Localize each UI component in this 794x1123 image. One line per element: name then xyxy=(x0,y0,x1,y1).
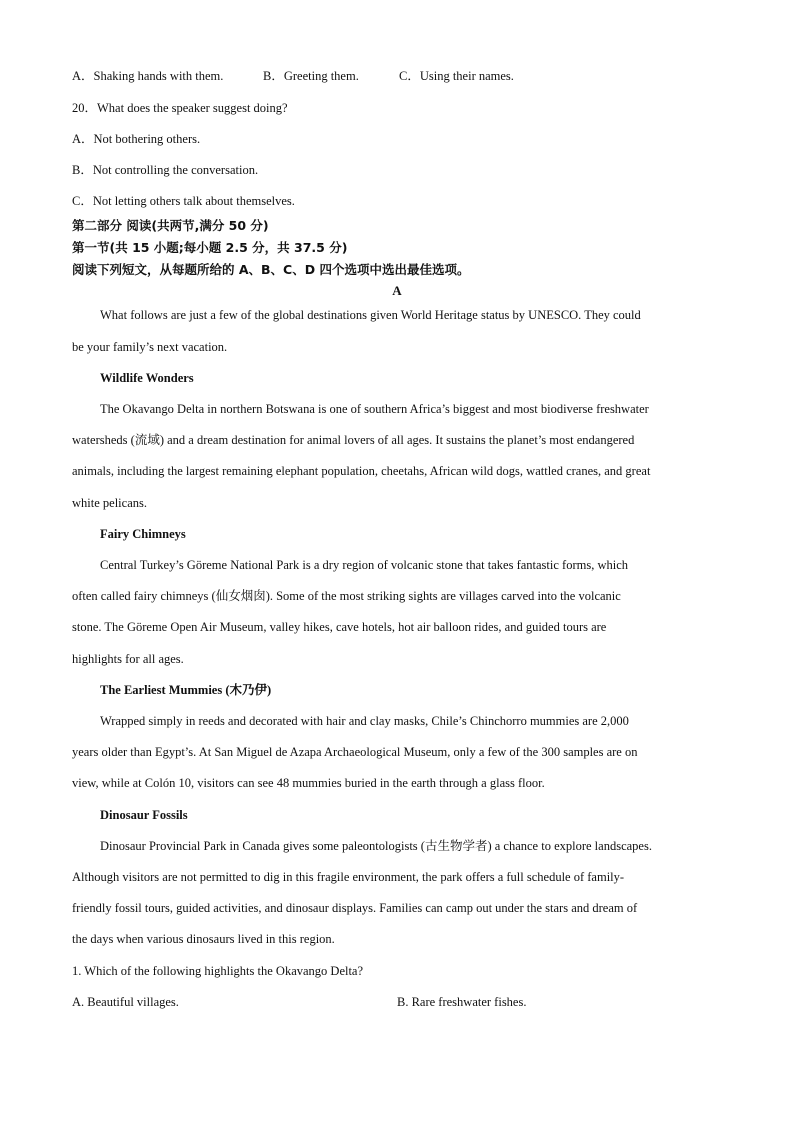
p2-line-4: highlights for all ages. xyxy=(72,652,184,666)
q1-stem: 1. Which of the following highlights the Okavango Delta? xyxy=(72,964,364,978)
p1-line-3: animals, including the largest remaining elephant population, cheetahs, African wild dogs, wattled cranes, and great xyxy=(72,464,651,478)
instruction: 阅读下列短文，从每题所给的 A、B、C、D 四个选项中选出最佳选项。 xyxy=(72,262,470,277)
p1-line-4: white pelicans. xyxy=(72,496,147,510)
q20-option-c: C．Not letting others talk about themselves. xyxy=(72,194,295,208)
q20-stem: 20．What does the speaker suggest doing? xyxy=(72,101,288,115)
q20-option-a: A．Not bothering others. xyxy=(72,132,201,146)
q19-option-a: A．Shaking hands with them. xyxy=(72,69,224,83)
intro-line-2: be your family’s next vacation. xyxy=(72,340,228,354)
q1-option-b: B. Rare freshwater fishes. xyxy=(397,995,527,1009)
heading-earliest-mummies: The Earliest Mummies (木乃伊) xyxy=(100,683,272,697)
p4-line-1: Dinosaur Provincial Park in Canada gives some paleontologists (古生物学者) a chance to explore landscapes. xyxy=(100,839,652,853)
p4-line-2: Although visitors are not permitted to dig in this fragile environment, the park offers a full schedule of family- xyxy=(72,870,625,884)
p2-line-2: often called fairy chimneys (仙女烟囱). Some of the most striking sights are villages carved into the volcanic xyxy=(72,589,621,603)
p4-line-3: friendly fossil tours, guided activities, and dinosaur displays. Families can camp out under the stars and dream of xyxy=(72,901,638,915)
p3-line-1: Wrapped simply in reeds and decorated with hair and clay masks, Chile’s Chinchorro mummies are 2,000 xyxy=(100,714,629,728)
p2-line-1: Central Turkey’s Göreme National Park is a dry region of volcanic stone that takes fantastic forms, which xyxy=(100,558,628,572)
q20-option-b: B．Not controlling the conversation. xyxy=(72,163,259,177)
p3-line-2: years older than Egypt’s. At San Miguel de Azapa Archaeological Museum, only a few of the 300 samples are on xyxy=(72,745,638,759)
q19-option-c: C．Using their names. xyxy=(399,69,514,83)
section1-heading: 第一节(共 15 小题;每小题 2.5 分，共 37.5 分) xyxy=(72,240,348,255)
q19-options xyxy=(72,68,514,84)
passage-label: A xyxy=(392,283,402,298)
heading-dinosaur-fossils: Dinosaur Fossils xyxy=(100,808,188,822)
p3-line-3: view, while at Colón 10, visitors can see 48 mummies buried in the earth through a glass floor. xyxy=(72,776,545,790)
p1-line-1: The Okavango Delta in northern Botswana is one of southern Africa’s biggest and most biodiverse freshwater xyxy=(100,402,649,416)
heading-fairy-chimneys: Fairy Chimneys xyxy=(100,527,186,541)
p1-line-2: watersheds (流域) and a dream destination for animal lovers of all ages. It sustains the planet’s most endangered xyxy=(72,433,635,447)
p4-line-4: the days when various dinosaurs lived in this region. xyxy=(72,932,335,946)
p2-line-3: stone. The Göreme Open Air Museum, valley hikes, cave hotels, hot air balloon rides, and guided tours are xyxy=(72,620,607,634)
q19-option-b: B．Greeting them. xyxy=(263,69,359,83)
q1-option-a: A. Beautiful villages. xyxy=(72,995,179,1009)
heading-wildlife-wonders: Wildlife Wonders xyxy=(100,371,194,385)
intro-line-1: What follows are just a few of the global destinations given World Heritage status by UNESCO. They could xyxy=(100,308,641,322)
part2-heading: 第二部分 阅读(共两节,满分 50 分) xyxy=(72,218,269,233)
